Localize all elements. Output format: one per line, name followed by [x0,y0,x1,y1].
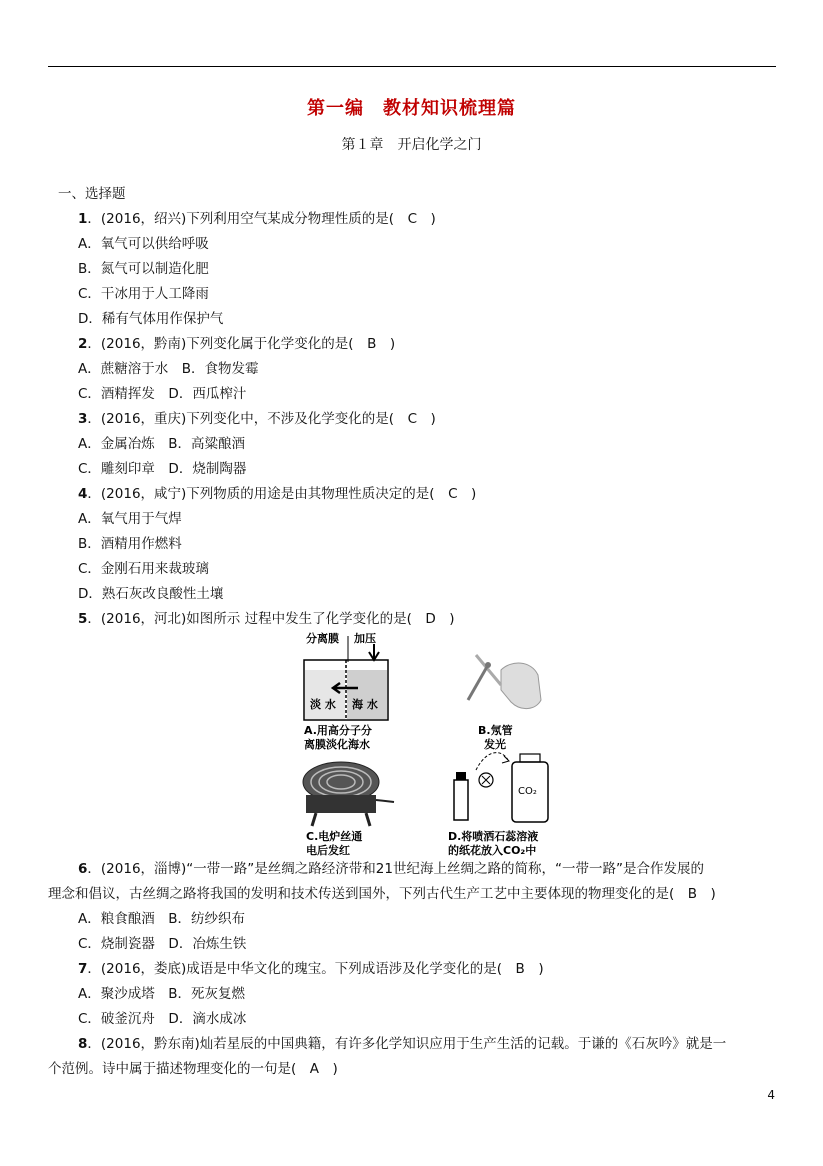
question-8-cont: 个范例。诗中属于描述物理变化的一句是( A ) [48,1061,338,1077]
label-sea-water: 海 水 [352,698,378,711]
question-5-figure [296,630,556,860]
header-rule [48,66,776,67]
option-line: A．氧气用于气焊 [78,511,182,527]
question-6: 6．(2016，淄博)“一带一路”是丝绸之路经济带和21世纪海上丝绸之路的简称，“一带一路”是合作发展的 [78,861,704,877]
label-pressure: 加压 [354,632,376,645]
caption-a-line1: A.用高分子分 [304,724,372,737]
electric-stove-illustration [303,762,394,857]
option-line: B．氮气可以制造化肥 [78,261,209,277]
question-4: 4．(2016，咸宁)下列物质的用途是由其物理性质决定的是( C ) [78,486,477,502]
option-line: C．干冰用于人工降雨 [78,286,209,302]
option-line: A．氧气可以供给呼吸 [78,236,209,252]
neon-tube-illustration [468,655,541,751]
option-line: C．金刚石用来裁玻璃 [78,561,209,577]
question-8: 8．(2016，黔东南)灿若星辰的中国典籍，有许多化学知识应用于生产生活的记载。于谦的《石灰吟》就是一 [78,1036,727,1052]
option-line: A．聚沙成塔 B．死灰复燃 [78,986,245,1002]
question-2: 2．(2016，黔南)下列变化属于化学变化的是( B ) [78,336,396,352]
option-line: C．酒精挥发 D．西瓜榨汁 [78,386,247,402]
membrane-beaker-illustration [304,631,388,751]
option-line: C．破釜沉舟 D．滴水成冰 [78,1011,247,1027]
label-membrane: 分离膜 [306,632,339,645]
caption-a-line2: 离膜淡化海水 [304,738,370,751]
page-number: 4 [767,1088,775,1102]
question-6-cont: 理念和倡议，古丝绸之路将我国的发明和技术传送到国外，下列古代生产工艺中主要体现的物理变化的是( B ) [48,886,716,902]
option-line: B．酒精用作燃料 [78,536,182,552]
co2-jar-illustration [448,753,548,857]
label-fresh-water: 淡 水 [310,698,336,711]
option-line: A．金属冶炼 B．高粱酿酒 [78,436,245,452]
section-heading: 一、选择题 [58,186,126,202]
caption-c-line1: C.电炉丝通 [306,830,363,843]
chapter-title: 第１章 开启化学之门 [341,137,482,153]
option-line: D．熟石灰改良酸性土壤 [78,586,224,602]
question-3: 3．(2016，重庆)下列变化中，不涉及化学变化的是( C ) [78,411,436,427]
caption-b-line1: B.氖管 [478,724,513,737]
label-co2: CO₂ [518,786,537,797]
caption-d-line2: 的纸花放入CO₂中 [448,844,537,857]
option-line: C．雕刻印章 D．烧制陶器 [78,461,247,477]
option-line: A．蔗糖溶于水 B．食物发霉 [78,361,259,377]
option-line: D．稀有气体用作保护气 [78,311,224,327]
page-title: 第一编 教材知识梳理篇 [307,98,516,119]
caption-c-line2: 电后发红 [306,844,350,857]
option-line: A．粮食酿酒 B．纺纱织布 [78,911,245,927]
caption-d-line1: D.将喷洒石蕊溶液 [448,830,539,843]
question-7: 7．(2016，娄底)成语是中华文化的瑰宝。下列成语涉及化学变化的是( B ) [78,961,544,977]
question-5: 5．(2016，河北)如图所示 过程中发生了化学变化的是( D ) [78,611,455,627]
question-1: 1．(2016，绍兴)下列利用空气某成分物理性质的是( C ) [78,211,436,227]
caption-b-line2: 发光 [484,738,506,751]
option-line: C．烧制瓷器 D．冶炼生铁 [78,936,247,952]
